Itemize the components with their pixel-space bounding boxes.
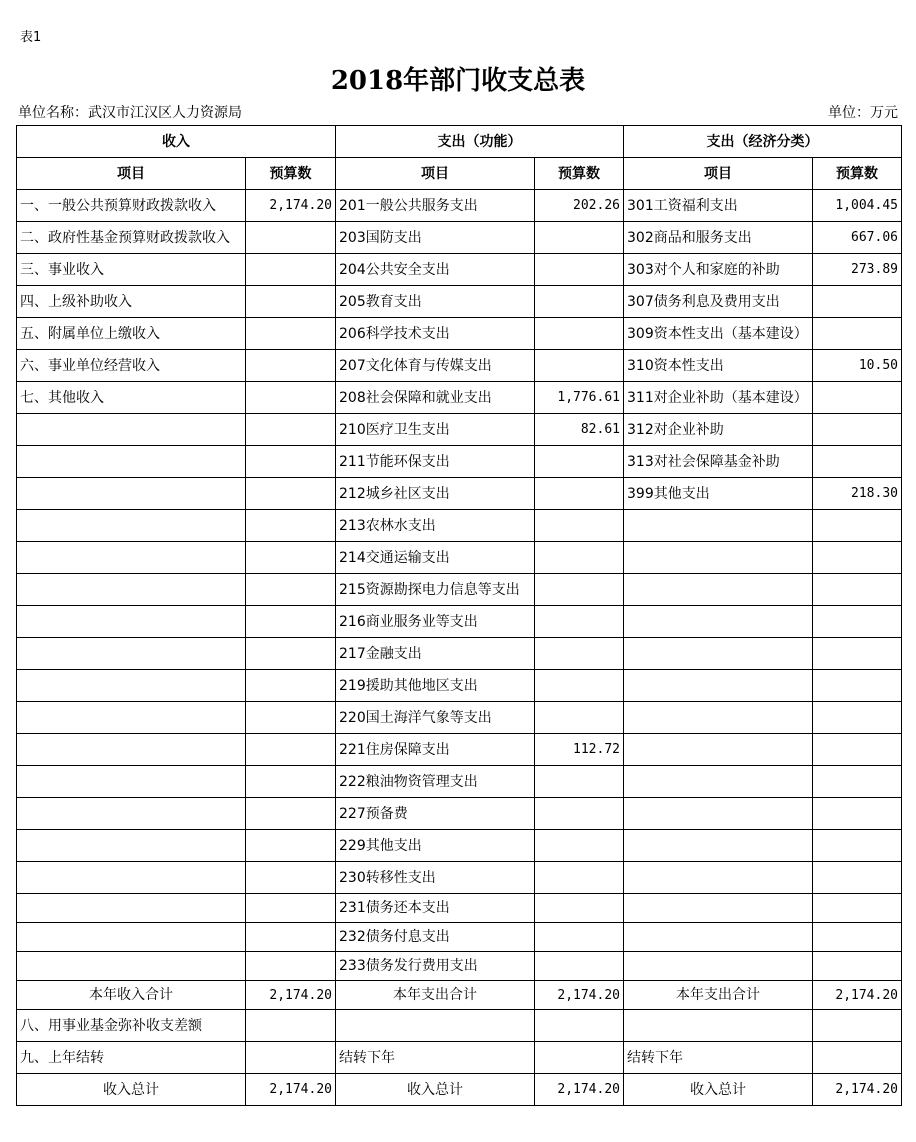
- table-row: [17, 382, 902, 414]
- func-budget: [535, 510, 624, 542]
- func-total-label: 收入总计: [336, 1074, 535, 1106]
- income-item: [17, 862, 246, 894]
- income-budget: [246, 254, 336, 286]
- func-budget: [535, 286, 624, 318]
- econ-item: 310资本性支出: [624, 350, 813, 382]
- income-budget: [246, 766, 336, 798]
- func-budget: [535, 894, 624, 923]
- econ-budget: [813, 542, 902, 574]
- column-header-row: [17, 158, 902, 190]
- group-income: 收入: [17, 126, 336, 158]
- table-row: [17, 222, 902, 254]
- income-item: [17, 734, 246, 766]
- income-budget: [246, 350, 336, 382]
- econ-budget: [813, 798, 902, 830]
- income-budget: [246, 923, 336, 952]
- income-budget: [246, 830, 336, 862]
- econ-budget: [813, 894, 902, 923]
- econ-item: [624, 606, 813, 638]
- func-budget: [535, 478, 624, 510]
- empty-cell: [336, 1010, 535, 1042]
- func-item: 221住房保障支出: [336, 734, 535, 766]
- group-func-expense: 支出（功能）: [336, 126, 624, 158]
- income-item: [17, 923, 246, 952]
- econ-item: 312对企业补助: [624, 414, 813, 446]
- econ-item: [624, 894, 813, 923]
- func-budget: 1,776.61: [535, 382, 624, 414]
- income-budget: [246, 446, 336, 478]
- econ-budget: [813, 734, 902, 766]
- econ-item: [624, 862, 813, 894]
- econ-item: [624, 638, 813, 670]
- income-item: [17, 638, 246, 670]
- income-item: [17, 414, 246, 446]
- econ-budget: [813, 923, 902, 952]
- func-item: 219援助其他地区支出: [336, 670, 535, 702]
- func-budget: [535, 830, 624, 862]
- func-item: 206科学技术支出: [336, 318, 535, 350]
- func-item: 217金融支出: [336, 638, 535, 670]
- econ-carry-next-label: 结转下年: [624, 1042, 813, 1074]
- econ-budget: 273.89: [813, 254, 902, 286]
- col-budget: 预算数: [535, 158, 624, 190]
- table-row: [17, 766, 902, 798]
- econ-item: 309资本性支出（基本建设）: [624, 318, 813, 350]
- income-item: 四、上级补助收入: [17, 286, 246, 318]
- econ-item: [624, 542, 813, 574]
- econ-budget: 1,004.45: [813, 190, 902, 222]
- income-total-label: 收入总计: [17, 1074, 246, 1106]
- income-item: [17, 606, 246, 638]
- income-total-value: 2,174.20: [246, 1074, 336, 1106]
- econ-item: [624, 510, 813, 542]
- econ-budget: [813, 952, 902, 981]
- func-budget: [535, 606, 624, 638]
- fund-gap-label: 八、用事业基金弥补收支差额: [17, 1010, 246, 1042]
- income-item: [17, 798, 246, 830]
- func-budget: [535, 766, 624, 798]
- income-budget: [246, 222, 336, 254]
- func-subtotal-value: 2,174.20: [535, 981, 624, 1010]
- func-subtotal-label: 本年支出合计: [336, 981, 535, 1010]
- income-budget: [246, 606, 336, 638]
- econ-budget: [813, 318, 902, 350]
- income-item: 一、一般公共预算财政拨款收入: [17, 190, 246, 222]
- func-item: 215资源勘探电力信息等支出: [336, 574, 535, 606]
- subtotal-row: [17, 981, 902, 1010]
- empty-cell: [535, 1010, 624, 1042]
- func-budget: [535, 574, 624, 606]
- income-budget: [246, 478, 336, 510]
- func-item: 201一般公共服务支出: [336, 190, 535, 222]
- income-item: [17, 446, 246, 478]
- income-item: 七、其他收入: [17, 382, 246, 414]
- income-budget: [246, 952, 336, 981]
- func-item: 232债务付息支出: [336, 923, 535, 952]
- econ-item: 313对社会保障基金补助: [624, 446, 813, 478]
- func-budget: [535, 318, 624, 350]
- func-item: 222粮油物资管理支出: [336, 766, 535, 798]
- func-budget: [535, 702, 624, 734]
- econ-budget: 667.06: [813, 222, 902, 254]
- func-item: 204公共安全支出: [336, 254, 535, 286]
- func-budget: [535, 542, 624, 574]
- income-item: [17, 478, 246, 510]
- table-row: [17, 510, 902, 542]
- func-item: 231债务还本支出: [336, 894, 535, 923]
- econ-budget: [813, 446, 902, 478]
- income-budget: [246, 542, 336, 574]
- func-budget: 202.26: [535, 190, 624, 222]
- table-row: [17, 574, 902, 606]
- func-item: 233债务发行费用支出: [336, 952, 535, 981]
- econ-budget: [813, 670, 902, 702]
- empty-cell: [246, 1042, 336, 1074]
- func-item: 207文化体育与传媒支出: [336, 350, 535, 382]
- income-subtotal-value: 2,174.20: [246, 981, 336, 1010]
- table-row: [17, 414, 902, 446]
- col-budget: 预算数: [813, 158, 902, 190]
- table-row: [17, 542, 902, 574]
- income-item: 三、事业收入: [17, 254, 246, 286]
- group-header-row: [17, 126, 902, 158]
- func-item: 220国土海洋气象等支出: [336, 702, 535, 734]
- empty-cell: [246, 1010, 336, 1042]
- income-budget: [246, 382, 336, 414]
- table-row: [17, 286, 902, 318]
- carryover-row: [17, 1042, 902, 1074]
- col-item: 项目: [624, 158, 813, 190]
- func-item: 203国防支出: [336, 222, 535, 254]
- econ-subtotal-value: 2,174.20: [813, 981, 902, 1010]
- empty-cell: [535, 1042, 624, 1074]
- income-item: 五、附属单位上缴收入: [17, 318, 246, 350]
- econ-budget: [813, 574, 902, 606]
- func-item: 211节能环保支出: [336, 446, 535, 478]
- table-row: [17, 446, 902, 478]
- func-budget: [535, 222, 624, 254]
- table-row: [17, 190, 902, 222]
- income-budget: [246, 510, 336, 542]
- econ-item: [624, 670, 813, 702]
- table-row: [17, 670, 902, 702]
- func-item: 214交通运输支出: [336, 542, 535, 574]
- func-budget: [535, 952, 624, 981]
- func-total-value: 2,174.20: [535, 1074, 624, 1106]
- table-number: 表1: [20, 30, 42, 45]
- econ-item: 311对企业补助（基本建设）: [624, 382, 813, 414]
- func-budget: 82.61: [535, 414, 624, 446]
- income-budget: [246, 862, 336, 894]
- empty-cell: [813, 1010, 902, 1042]
- econ-budget: 218.30: [813, 478, 902, 510]
- econ-item: [624, 574, 813, 606]
- econ-item: 303对个人和家庭的补助: [624, 254, 813, 286]
- econ-budget: 10.50: [813, 350, 902, 382]
- income-budget: [246, 702, 336, 734]
- func-item: 216商业服务业等支出: [336, 606, 535, 638]
- income-budget: [246, 798, 336, 830]
- func-budget: [535, 923, 624, 952]
- fund-gap-row: [17, 1010, 902, 1042]
- econ-item: [624, 830, 813, 862]
- econ-item: [624, 798, 813, 830]
- econ-item: [624, 734, 813, 766]
- income-item: [17, 510, 246, 542]
- table-row: [17, 478, 902, 510]
- func-item: 212城乡社区支出: [336, 478, 535, 510]
- table-row: [17, 830, 902, 862]
- page-title: 2018年部门收支总表: [330, 66, 586, 96]
- econ-total-value: 2,174.20: [813, 1074, 902, 1106]
- func-item: 213农林水支出: [336, 510, 535, 542]
- income-budget: [246, 638, 336, 670]
- econ-budget: [813, 702, 902, 734]
- econ-item: [624, 766, 813, 798]
- econ-total-label: 收入总计: [624, 1074, 813, 1106]
- table-row: [17, 254, 902, 286]
- income-item: [17, 542, 246, 574]
- income-item: [17, 894, 246, 923]
- income-budget: [246, 670, 336, 702]
- income-budget: [246, 734, 336, 766]
- income-item: [17, 952, 246, 981]
- func-budget: [535, 254, 624, 286]
- econ-item: [624, 952, 813, 981]
- unit-label: 单位：万元: [828, 105, 898, 121]
- income-budget: [246, 286, 336, 318]
- income-item: 六、事业单位经营收入: [17, 350, 246, 382]
- income-item: 二、政府性基金预算财政拨款收入: [17, 222, 246, 254]
- econ-item: [624, 702, 813, 734]
- unit-name: 单位名称：武汉市江汉区人力资源局: [18, 105, 242, 121]
- econ-item: 302商品和服务支出: [624, 222, 813, 254]
- func-item: 205教育支出: [336, 286, 535, 318]
- empty-cell: [624, 1010, 813, 1042]
- econ-budget: [813, 766, 902, 798]
- econ-budget: [813, 286, 902, 318]
- income-item: [17, 574, 246, 606]
- func-budget: [535, 446, 624, 478]
- table-row: [17, 862, 902, 894]
- income-budget: [246, 574, 336, 606]
- func-item: 210医疗卫生支出: [336, 414, 535, 446]
- econ-budget: [813, 382, 902, 414]
- econ-budget: [813, 638, 902, 670]
- income-subtotal-label: 本年收入合计: [17, 981, 246, 1010]
- table-row: [17, 952, 902, 981]
- table-row: [17, 350, 902, 382]
- econ-item: 399其他支出: [624, 478, 813, 510]
- table-row: [17, 638, 902, 670]
- econ-budget: [813, 510, 902, 542]
- func-carry-next-label: 结转下年: [336, 1042, 535, 1074]
- table-row: [17, 923, 902, 952]
- econ-item: 307债务利息及费用支出: [624, 286, 813, 318]
- econ-item: 301工资福利支出: [624, 190, 813, 222]
- col-item: 项目: [336, 158, 535, 190]
- func-budget: [535, 670, 624, 702]
- income-budget: [246, 894, 336, 923]
- income-item: [17, 830, 246, 862]
- func-budget: 112.72: [535, 734, 624, 766]
- econ-budget: [813, 862, 902, 894]
- func-item: 229其他支出: [336, 830, 535, 862]
- func-item: 227预备费: [336, 798, 535, 830]
- econ-subtotal-label: 本年支出合计: [624, 981, 813, 1010]
- func-budget: [535, 862, 624, 894]
- func-budget: [535, 798, 624, 830]
- col-item: 项目: [17, 158, 246, 190]
- func-budget: [535, 350, 624, 382]
- carryover-label: 九、上年结转: [17, 1042, 246, 1074]
- table-row: [17, 606, 902, 638]
- func-budget: [535, 638, 624, 670]
- table-row: [17, 318, 902, 350]
- econ-budget: [813, 414, 902, 446]
- total-row: [17, 1074, 902, 1106]
- income-budget: [246, 318, 336, 350]
- income-budget: [246, 414, 336, 446]
- group-econ-expense: 支出（经济分类）: [624, 126, 902, 158]
- income-item: [17, 670, 246, 702]
- col-budget: 预算数: [246, 158, 336, 190]
- econ-budget: [813, 606, 902, 638]
- income-item: [17, 766, 246, 798]
- table-row: [17, 894, 902, 923]
- econ-budget: [813, 830, 902, 862]
- income-item: [17, 702, 246, 734]
- func-item: 230转移性支出: [336, 862, 535, 894]
- income-budget: 2,174.20: [246, 190, 336, 222]
- table-row: [17, 734, 902, 766]
- table-row: [17, 798, 902, 830]
- func-item: 208社会保障和就业支出: [336, 382, 535, 414]
- budget-table: [16, 125, 902, 1106]
- table-row: [17, 702, 902, 734]
- econ-item: [624, 923, 813, 952]
- empty-cell: [813, 1042, 902, 1074]
